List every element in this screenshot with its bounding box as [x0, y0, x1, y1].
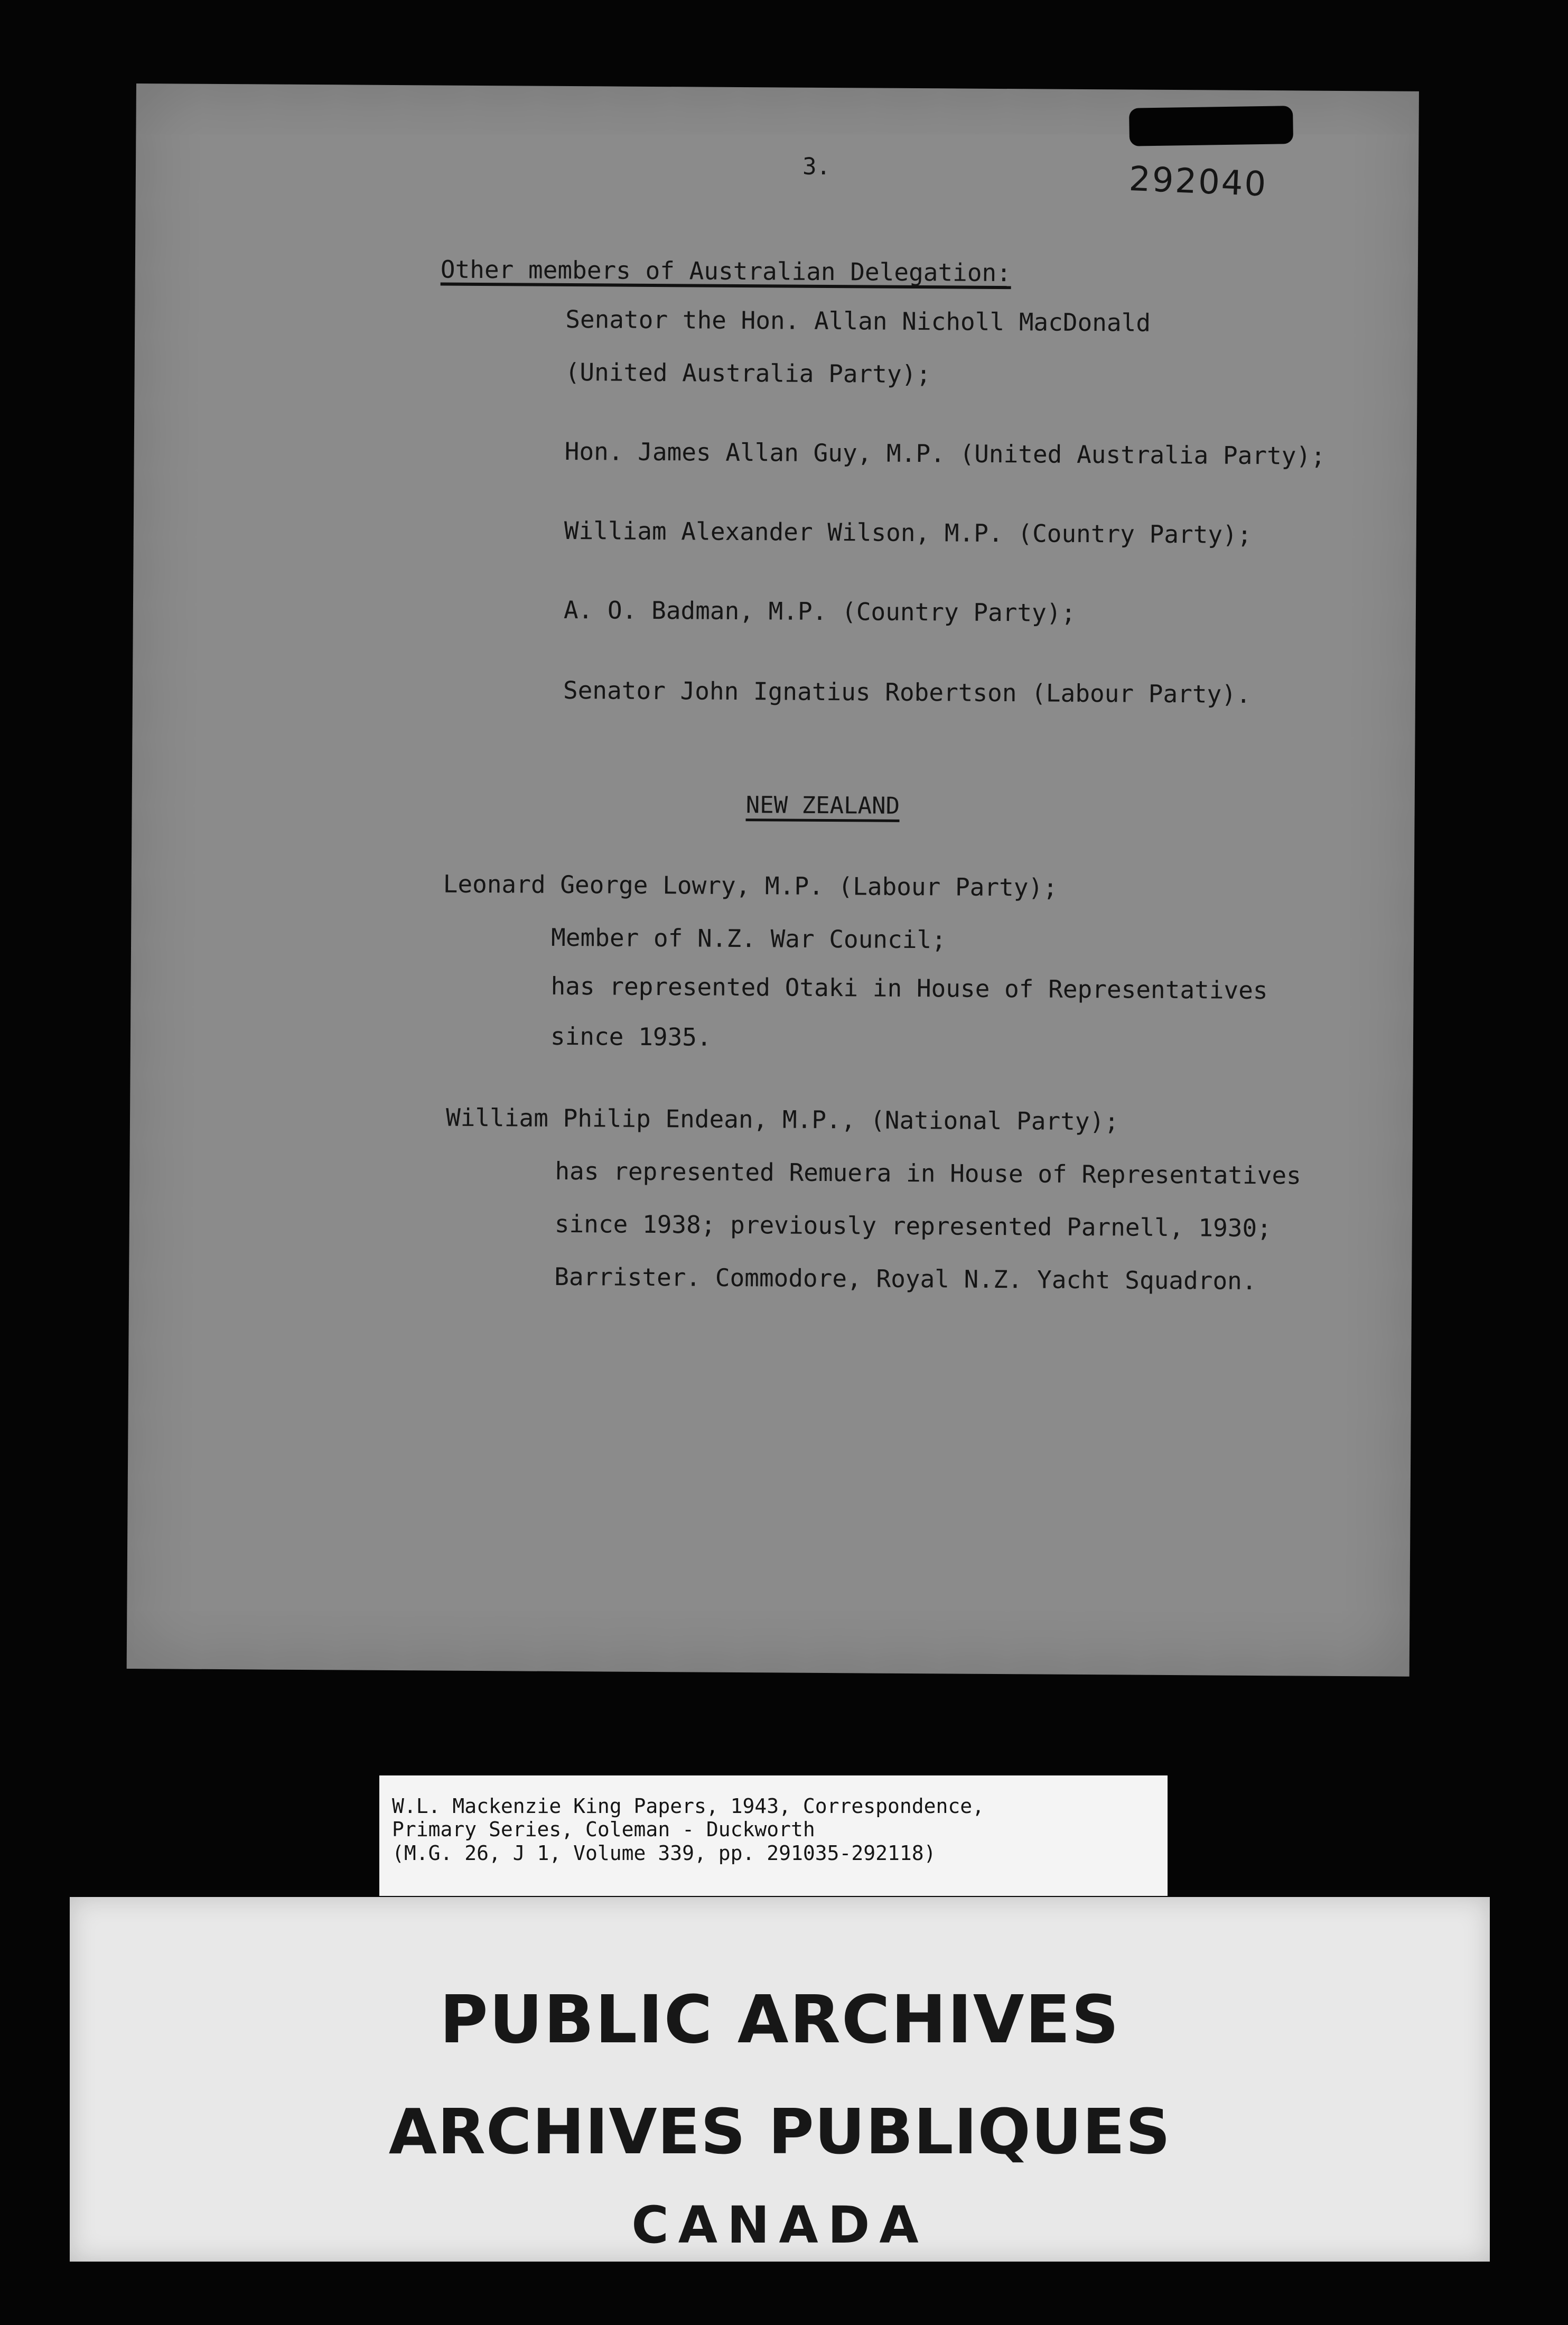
page-number: 3.: [802, 153, 831, 181]
archive-label-line: W.L. Mackenzie King Papers, 1943, Correspondence,: [392, 1794, 985, 1818]
new-zealand-line: has represented Otaki in House of Representatives: [550, 971, 1268, 1005]
australian-delegation-line: Senator John Ignatius Robertson (Labour Party).: [563, 675, 1251, 709]
australian-delegation-line: (United Australia Party);: [565, 357, 931, 389]
australian-delegation-line: William Alexander Wilson, M.P. (Country Party);: [564, 516, 1252, 549]
australian-delegation-line: Hon. James Allan Guy, M.P. (United Australia Party);: [564, 436, 1326, 470]
new-zealand-line: since 1935.: [550, 1021, 712, 1052]
document-number: 292040: [1128, 159, 1268, 204]
australian-delegation-line: A. O. Badman, M.P. (Country Party);: [563, 595, 1076, 627]
archive-reference-label: [379, 1775, 1168, 1896]
archives-banner-line: PUBLIC ARCHIVES: [440, 1982, 1120, 2058]
new-zealand-line: since 1938; previously represented Parnell, 1930;: [554, 1209, 1272, 1243]
australian-delegation-line: Senator the Hon. Allan Nicholl MacDonald: [565, 304, 1151, 337]
document-content: [127, 83, 1419, 1677]
new-zealand-line: has represented Remuera in House of Representatives: [555, 1156, 1302, 1190]
document-page: [127, 83, 1419, 1677]
archives-banner-line: ARCHIVES PUBLIQUES: [388, 2095, 1171, 2168]
redacted-number-mark: [1129, 106, 1293, 146]
new-zealand-line: William Philip Endean, M.P., (National Party);: [445, 1103, 1119, 1136]
new-zealand-line: Barrister. Commodore, Royal N.Z. Yacht Squadron.: [554, 1262, 1257, 1295]
new-zealand-line: Member of N.Z. War Council;: [550, 923, 947, 954]
archive-label-line: (M.G. 26, J 1, Volume 339, pp. 291035-292118): [392, 1841, 936, 1865]
archives-banner: [70, 1897, 1490, 2262]
new-zealand-line: Leonard George Lowry, M.P. (Labour Party);: [443, 869, 1058, 902]
australian-delegation-heading: Other members of Australian Delegation:: [441, 257, 1011, 290]
archive-label-line: Primary Series, Coleman - Duckworth: [392, 1818, 815, 1842]
new-zealand-heading: NEW ZEALAND: [745, 794, 900, 822]
archives-banner-line: CANADA: [631, 2196, 928, 2255]
